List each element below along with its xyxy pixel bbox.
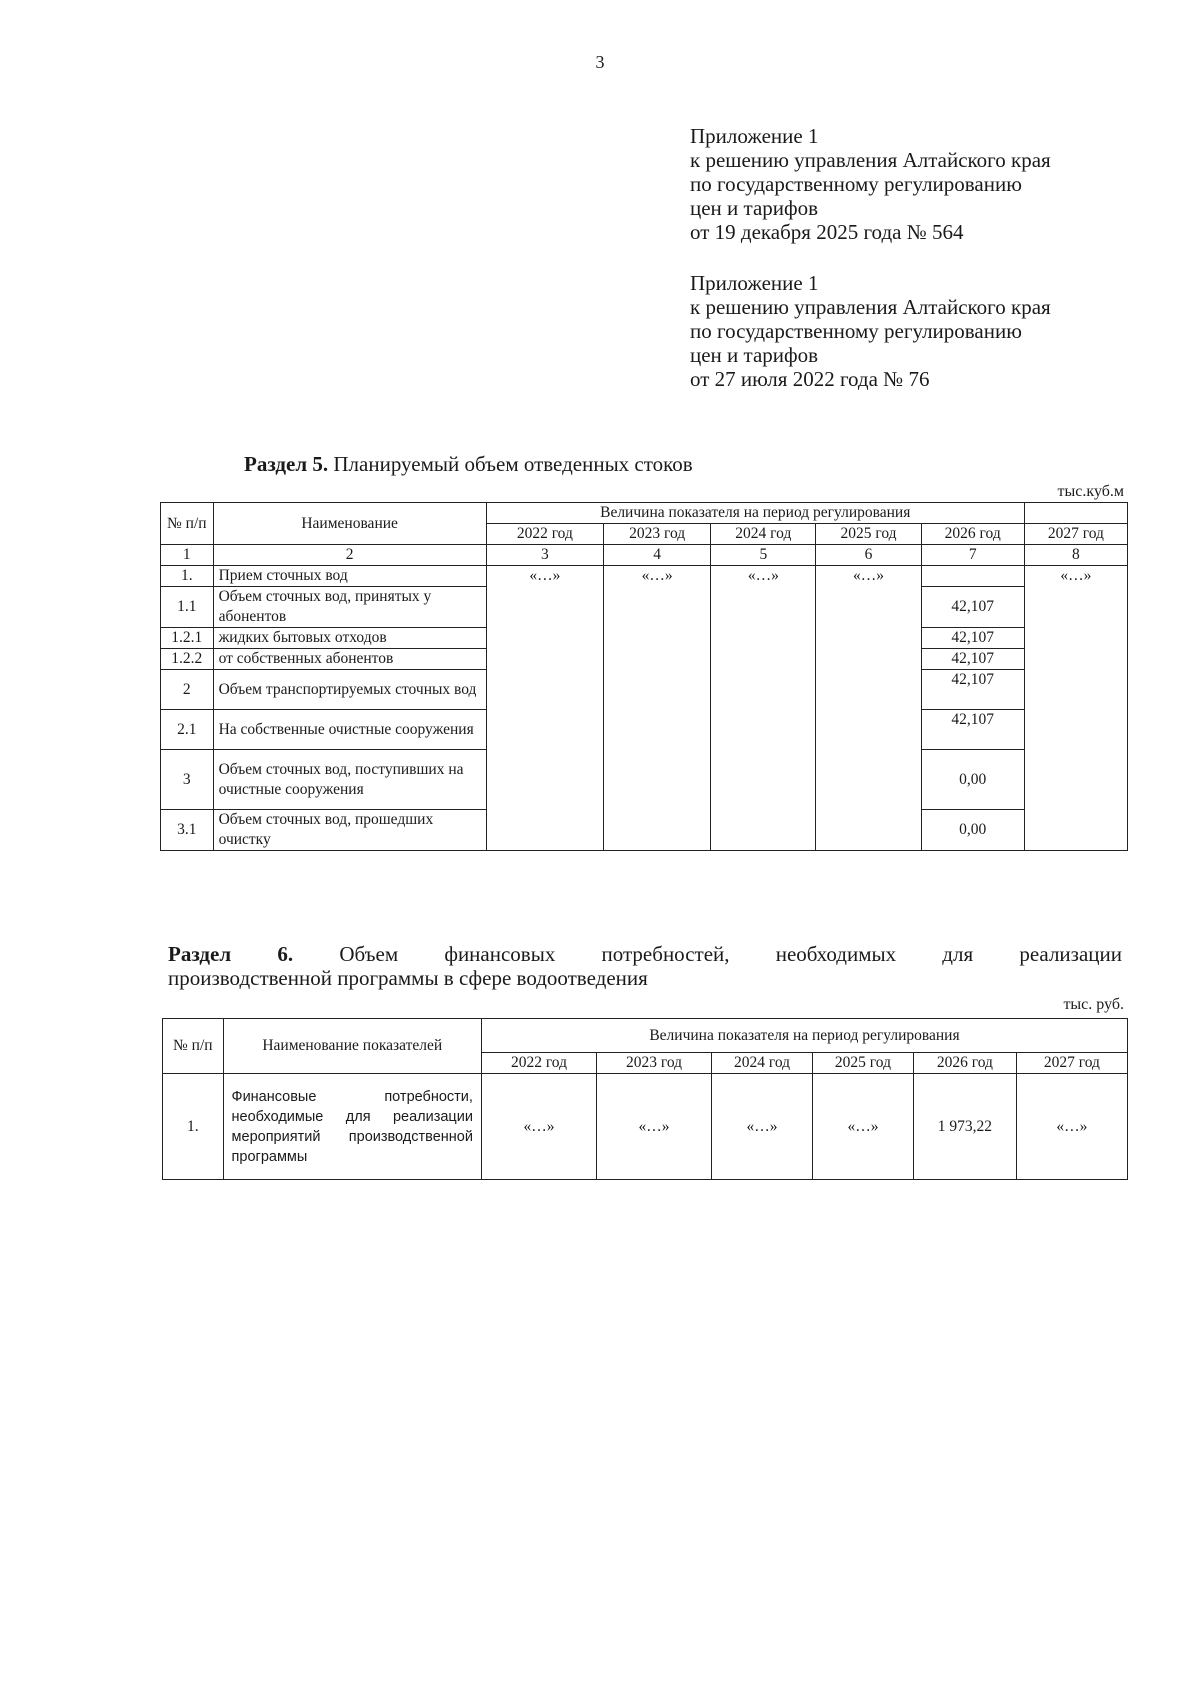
empty-cell <box>486 628 603 649</box>
row-num: 3.1 <box>161 810 214 851</box>
row-name: Объем сточных вод, принятых у абонентов <box>213 587 486 628</box>
col-header-year: 2027 год <box>1024 524 1127 545</box>
table-row <box>161 710 1128 750</box>
value-2026: 0,00 <box>921 810 1024 851</box>
value-2026: 42,107 <box>921 649 1024 670</box>
section5-unit: тыс.куб.м <box>1057 483 1124 500</box>
table-row <box>163 1074 1128 1180</box>
empty-cell <box>711 628 816 649</box>
empty-cell <box>816 810 921 851</box>
empty-cell <box>486 710 603 750</box>
row-name: Финансовые потребности, необходимые для реализации мероприятий производственной программы <box>223 1074 481 1180</box>
value-cell: «…» <box>812 1074 913 1180</box>
col-header-year: 2023 год <box>597 1053 712 1074</box>
row-name: Объем сточных вод, прошедших очистку <box>213 810 486 851</box>
section6-title-text: Объем финансовых потребностей, необходимых для реализации <box>293 942 1122 966</box>
empty-cell <box>486 649 603 670</box>
empty-cell <box>604 670 711 710</box>
section6-title-bold: Раздел 6. <box>168 942 294 966</box>
section5-table <box>160 502 1128 851</box>
empty-cell <box>816 649 921 670</box>
value-2026: 0,00 <box>921 750 1024 810</box>
value-2026: 42,107 <box>921 710 1024 750</box>
appendix-line: от 19 декабря 2025 года № 564 <box>690 220 964 244</box>
col-number: 7 <box>921 545 1024 566</box>
col-header-name: Наименование <box>213 503 486 545</box>
col-number: 2 <box>213 545 486 566</box>
col-header-year: 2022 год <box>481 1053 596 1074</box>
empty-cell <box>486 670 603 710</box>
col-number: 4 <box>604 545 711 566</box>
empty-cell <box>1024 750 1127 810</box>
col-header-year: 2026 год <box>913 1053 1016 1074</box>
empty-cell <box>1024 587 1127 628</box>
col-header-year: 2025 год <box>816 524 921 545</box>
row-name: жидких бытовых отходов <box>213 628 486 649</box>
col-number: 1 <box>161 545 214 566</box>
empty-cell <box>604 750 711 810</box>
col-header-year: 2026 год <box>921 524 1024 545</box>
value-2026: 42,107 <box>921 628 1024 649</box>
section6-title-line2: производственной программы в сфере водоотведения <box>168 966 648 990</box>
row-num: 1.1 <box>161 587 214 628</box>
col-header-year: 2024 год <box>712 1053 813 1074</box>
empty-cell <box>1024 649 1127 670</box>
appendix-line: Приложение 1 <box>690 124 819 148</box>
row-name: Объем транспортируемых сточных вод <box>213 670 486 710</box>
table-row <box>161 587 1128 628</box>
omitted-value: «…» <box>816 566 921 587</box>
empty-cell <box>604 587 711 628</box>
table-row <box>161 628 1128 649</box>
empty-cell <box>486 750 603 810</box>
row-num: 2 <box>161 670 214 710</box>
col-header-period: Величина показателя на период регулирования <box>481 1019 1127 1053</box>
appendix-line: по государственному регулированию <box>690 319 1022 343</box>
empty-cell <box>604 710 711 750</box>
row-name: от собственных абонентов <box>213 649 486 670</box>
appendix-line: цен и тарифов <box>690 343 819 367</box>
appendix-line: от 27 июля 2022 года № 76 <box>690 367 930 391</box>
value-cell: «…» <box>481 1074 596 1180</box>
row-name: Прием сточных вод <box>213 566 486 587</box>
empty-cell <box>816 628 921 649</box>
appendix-line: к решению управления Алтайского края <box>690 295 1051 319</box>
table-row <box>161 670 1128 710</box>
value-cell: 1 973,22 <box>913 1074 1016 1180</box>
row-num: 2.1 <box>161 710 214 750</box>
table-row <box>161 810 1128 851</box>
value-cell: «…» <box>597 1074 712 1180</box>
section5-title-bold: Раздел 5. <box>244 452 329 476</box>
col-number: 8 <box>1024 545 1127 566</box>
section6-unit: тыс. руб. <box>1063 996 1124 1013</box>
appendix-line: цен и тарифов <box>690 196 819 220</box>
empty-cell <box>1024 710 1127 750</box>
section6-title <box>168 942 1122 990</box>
appendix-line: к решению управления Алтайского края <box>690 148 1051 172</box>
col-header-year: 2022 год <box>486 524 603 545</box>
appendix-line: Приложение 1 <box>690 271 819 295</box>
omitted-value: «…» <box>1024 566 1127 587</box>
row-num: 1.2.1 <box>161 628 214 649</box>
col-number: 5 <box>711 545 816 566</box>
empty-cell <box>486 810 603 851</box>
page-number: 3 <box>595 52 605 72</box>
empty-cell <box>486 587 603 628</box>
col-header-blank <box>1024 503 1127 524</box>
col-header-year: 2025 год <box>812 1053 913 1074</box>
empty-cell <box>604 628 711 649</box>
empty-cell <box>711 670 816 710</box>
empty-cell <box>711 750 816 810</box>
empty-cell <box>816 750 921 810</box>
row-name: На собственные очистные сооружения <box>213 710 486 750</box>
col-number: 3 <box>486 545 603 566</box>
col-number: 6 <box>816 545 921 566</box>
appendix-header-old <box>690 271 1051 391</box>
empty-cell <box>1024 670 1127 710</box>
row-num: 3 <box>161 750 214 810</box>
row-num: 1.2.2 <box>161 649 214 670</box>
col-header-year: 2023 год <box>604 524 711 545</box>
section5-title-text: Планируемый объем отведенных стоков <box>328 452 693 476</box>
section6-table <box>162 1018 1128 1180</box>
col-header-name: Наименование показателей <box>223 1019 481 1074</box>
omitted-value: «…» <box>711 566 816 587</box>
omitted-value: «…» <box>486 566 603 587</box>
empty-cell <box>604 810 711 851</box>
value-cell: «…» <box>712 1074 813 1180</box>
empty-cell <box>711 810 816 851</box>
value-2026: 42,107 <box>921 670 1024 710</box>
empty-cell <box>816 670 921 710</box>
col-header-period: Величина показателя на период регулирования <box>486 503 1024 524</box>
empty-cell <box>711 649 816 670</box>
empty-cell <box>604 649 711 670</box>
table-row <box>161 750 1128 810</box>
value-2026: 42,107 <box>921 587 1024 628</box>
col-header-year: 2024 год <box>711 524 816 545</box>
col-header-year: 2027 год <box>1016 1053 1127 1074</box>
section5-title <box>244 452 693 477</box>
appendix-line: по государственному регулированию <box>690 172 1022 196</box>
col-header-num: № п/п <box>163 1019 224 1074</box>
value-2026 <box>921 566 1024 587</box>
omitted-value: «…» <box>604 566 711 587</box>
empty-cell <box>711 587 816 628</box>
row-num: 1. <box>163 1074 224 1180</box>
empty-cell <box>1024 810 1127 851</box>
empty-cell <box>1024 628 1127 649</box>
appendix-header-new <box>690 124 1051 244</box>
row-name: Объем сточных вод, поступивших на очистные сооружения <box>213 750 486 810</box>
empty-cell <box>816 710 921 750</box>
empty-cell <box>816 587 921 628</box>
table-row <box>161 566 1128 587</box>
value-cell: «…» <box>1016 1074 1127 1180</box>
row-num: 1. <box>161 566 214 587</box>
table-row <box>161 649 1128 670</box>
col-header-num: № п/п <box>161 503 214 545</box>
empty-cell <box>711 710 816 750</box>
